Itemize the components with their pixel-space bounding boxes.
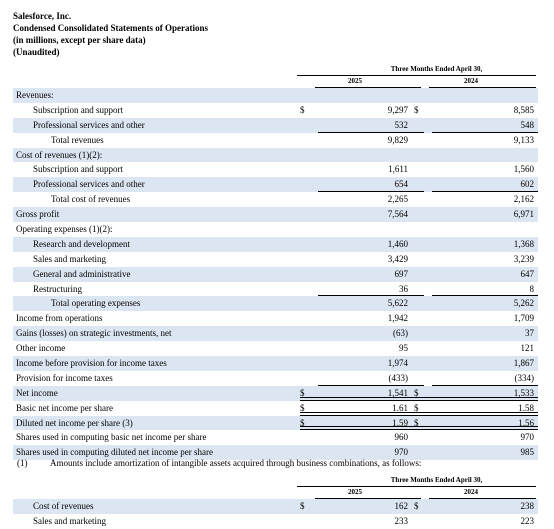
value-2024: 1.58 bbox=[518, 402, 534, 413]
table-row bbox=[13, 401, 538, 416]
row-label: Research and development bbox=[33, 238, 130, 249]
table-row bbox=[13, 356, 538, 371]
row-label: Total cost of revenues bbox=[51, 194, 131, 205]
row-label: Professional services and other bbox=[33, 179, 145, 190]
value-2025: 1,460 bbox=[387, 238, 408, 249]
value-2025: 1,611 bbox=[388, 164, 408, 175]
table-row bbox=[13, 282, 538, 297]
value-2024: 1,533 bbox=[513, 387, 534, 398]
table-row bbox=[13, 162, 538, 177]
table-row bbox=[13, 371, 538, 386]
table-row bbox=[13, 311, 538, 326]
footnote-year-2024-header: 2024 bbox=[464, 488, 478, 496]
row-label: Sales and marketing bbox=[33, 253, 106, 264]
value-2025: 7,564 bbox=[387, 209, 408, 220]
table-row bbox=[13, 237, 538, 252]
value-2025: 1,541 bbox=[387, 387, 408, 398]
value-2024: 602 bbox=[520, 179, 534, 190]
value-2024: 238 bbox=[520, 501, 534, 511]
table-row bbox=[13, 133, 538, 148]
value-2025: 654 bbox=[394, 179, 408, 190]
table-row bbox=[13, 296, 538, 311]
table-row bbox=[13, 252, 538, 267]
table-row bbox=[13, 416, 538, 431]
row-label: Shares used in computing diluted net income per share bbox=[16, 447, 213, 458]
value-2025: (63) bbox=[393, 328, 408, 339]
table-row bbox=[13, 88, 538, 103]
currency-symbol-2024: $ bbox=[414, 402, 419, 413]
currency-symbol-2025: $ bbox=[300, 417, 305, 428]
row-label: Restructuring bbox=[33, 283, 82, 294]
statement-header bbox=[13, 10, 208, 58]
row-label: Revenues: bbox=[16, 90, 54, 100]
value-2025: 697 bbox=[394, 268, 408, 279]
table-row bbox=[13, 177, 538, 192]
value-2024: (334) bbox=[514, 372, 534, 383]
row-label: Income before provision for income taxes bbox=[16, 358, 167, 369]
footnote-period-header: Three Months Ended April 30, bbox=[297, 476, 536, 487]
table-row bbox=[13, 341, 538, 356]
value-2025: 5,622 bbox=[387, 298, 408, 309]
currency-symbol-2024: $ bbox=[414, 501, 419, 511]
company-name: Salesforce, Inc. bbox=[13, 11, 72, 21]
currency-symbol-2025: $ bbox=[300, 104, 305, 115]
row-label: Other income bbox=[16, 343, 66, 354]
row-label: Professional services and other bbox=[33, 119, 145, 130]
value-2024: 1,709 bbox=[513, 313, 534, 324]
table-row bbox=[13, 222, 538, 237]
footnote-number: (1) bbox=[17, 458, 28, 468]
value-2024: 548 bbox=[520, 119, 534, 130]
column-header bbox=[297, 65, 536, 86]
value-2024: 37 bbox=[525, 328, 534, 339]
row-label: Gross profit bbox=[16, 209, 60, 220]
value-2024: 6,971 bbox=[513, 209, 534, 220]
currency-symbol-2025: $ bbox=[300, 402, 305, 413]
row-label: Provision for income taxes bbox=[16, 372, 113, 383]
value-2025: 1.61 bbox=[392, 402, 408, 413]
row-label: Shares used in computing basic net income per share bbox=[16, 432, 207, 443]
footnote-column-header bbox=[297, 476, 536, 497]
table-row bbox=[13, 430, 538, 445]
row-label: Basic net income per share bbox=[16, 402, 113, 413]
statement-table bbox=[13, 88, 538, 460]
value-2024: 1,867 bbox=[513, 358, 534, 369]
row-label: Gains (losses) on strategic investments, net bbox=[16, 328, 172, 339]
value-2025: 9,829 bbox=[387, 134, 408, 145]
row-label: Total operating expenses bbox=[51, 298, 141, 309]
currency-symbol-2024: $ bbox=[414, 387, 419, 398]
row-label: Cost of revenues bbox=[33, 501, 94, 511]
table-row bbox=[13, 499, 538, 514]
table-row bbox=[13, 103, 538, 118]
table-row bbox=[13, 148, 538, 163]
table-row bbox=[13, 207, 538, 222]
row-label: Subscription and support bbox=[33, 164, 123, 175]
row-label: Subscription and support bbox=[33, 104, 123, 115]
row-label: Income from operations bbox=[16, 313, 103, 324]
row-label: Diluted net income per share (3) bbox=[16, 417, 133, 428]
year-2025-header: 2025 bbox=[348, 77, 362, 85]
value-2024: 2,162 bbox=[513, 194, 534, 205]
value-2024: 5,262 bbox=[513, 298, 534, 309]
currency-symbol-2025: $ bbox=[300, 387, 305, 398]
value-2025: 1.59 bbox=[392, 417, 408, 428]
statement-title: Condensed Consolidated Statements of Operations bbox=[13, 23, 209, 33]
audit-note: (Unaudited) bbox=[13, 47, 60, 57]
row-label: Sales and marketing bbox=[33, 515, 106, 526]
value-2025: (433) bbox=[388, 372, 408, 383]
value-2024: 121 bbox=[520, 343, 534, 354]
value-2024: 223 bbox=[520, 515, 534, 526]
value-2025: 3,429 bbox=[387, 253, 408, 264]
value-2024: 8,585 bbox=[513, 104, 534, 115]
value-2025: 1,974 bbox=[387, 358, 408, 369]
value-2025: 532 bbox=[394, 119, 408, 130]
value-2025: 95 bbox=[399, 343, 408, 354]
value-2025: 960 bbox=[394, 432, 408, 443]
currency-symbol-2024: $ bbox=[414, 104, 419, 115]
footnote-year-2025-header: 2025 bbox=[348, 488, 362, 496]
value-2024: 1.56 bbox=[518, 417, 534, 428]
row-label: General and administrative bbox=[33, 268, 131, 279]
table-row bbox=[13, 386, 538, 401]
value-2024: 8 bbox=[529, 283, 534, 294]
value-2025: 233 bbox=[394, 515, 408, 526]
value-2025: 2,265 bbox=[387, 194, 408, 205]
value-2025: 9,297 bbox=[387, 104, 408, 115]
value-2024: 3,239 bbox=[513, 253, 534, 264]
units-note: (in millions, except per share data) bbox=[13, 35, 146, 45]
value-2025: 36 bbox=[399, 283, 408, 294]
year-2024-header: 2024 bbox=[464, 77, 478, 85]
value-2025: 162 bbox=[394, 501, 408, 511]
table-row bbox=[13, 514, 538, 529]
table-row bbox=[13, 326, 538, 341]
period-header: Three Months Ended April 30, bbox=[297, 65, 536, 76]
footnote-text: Amounts include amortization of intangible assets acquired through business combinations, as follows: bbox=[50, 458, 422, 468]
value-2024: 647 bbox=[520, 268, 534, 279]
value-2024: 1,560 bbox=[513, 164, 534, 175]
footnote bbox=[17, 458, 421, 468]
row-label: Total revenues bbox=[51, 134, 104, 145]
table-row bbox=[13, 267, 538, 282]
value-2025: 1,942 bbox=[387, 313, 408, 324]
value-2025: 970 bbox=[394, 447, 408, 458]
value-2024: 9,133 bbox=[513, 134, 534, 145]
value-2024: 1,368 bbox=[513, 238, 534, 249]
row-label: Net income bbox=[16, 387, 58, 398]
footnote-table bbox=[13, 499, 538, 529]
table-row bbox=[13, 118, 538, 133]
row-label: Cost of revenues (1)(2): bbox=[16, 149, 103, 160]
currency-symbol-2025: $ bbox=[300, 501, 305, 511]
currency-symbol-2024: $ bbox=[414, 417, 419, 428]
value-2024: 970 bbox=[520, 432, 534, 443]
value-2024: 985 bbox=[520, 447, 534, 458]
table-row bbox=[13, 192, 538, 207]
row-label: Operating expenses (1)(2): bbox=[16, 224, 113, 235]
